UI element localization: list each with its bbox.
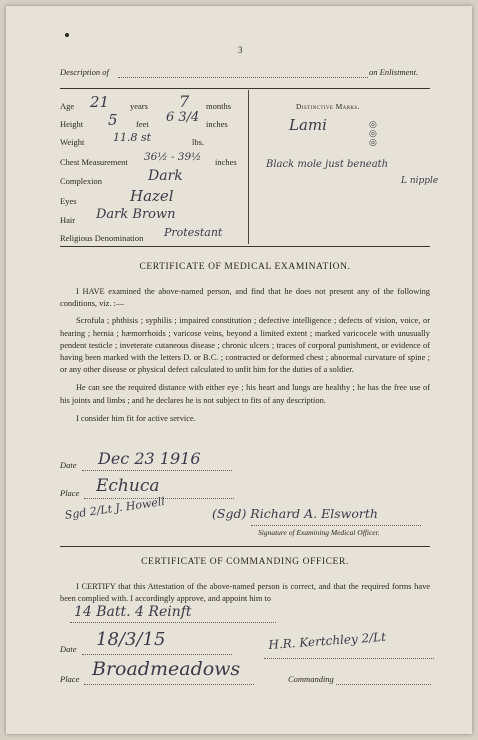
vaccination-marks: ◎ ◎ ◎ xyxy=(369,120,377,148)
medical-signature-caption: Signature of Examining Medical Officer. xyxy=(258,528,380,537)
appointment-line xyxy=(70,622,276,623)
top-rule xyxy=(60,88,430,89)
height-feet-label: feet xyxy=(136,119,149,129)
distinctive-marks-title: Distinctive Marks. xyxy=(296,102,360,111)
medical-date-label: Date xyxy=(60,460,77,470)
commanding-line xyxy=(336,684,431,685)
medical-date-line xyxy=(82,470,232,471)
medical-date-value: Dec 23 1916 xyxy=(98,449,201,468)
chest-label: Chest Measurement xyxy=(60,157,128,167)
description-line xyxy=(118,77,368,78)
medical-place-value: Echuca xyxy=(96,476,160,496)
chest-unit: inches xyxy=(215,157,237,167)
complexion-label: Complexion xyxy=(60,176,103,186)
eyes-value: Hazel xyxy=(130,187,174,205)
box-divider xyxy=(248,90,249,244)
commanding-title: CERTIFICATE OF COMMANDING OFFICER. xyxy=(141,557,349,567)
medical-intro: I HAVE examined the above-named person, and find that he does not present any of the following conditions, viz. :— xyxy=(60,287,430,309)
medical-conditions: Scrofula ; phthisis ; syphilis ; impaired constitution ; defective intelligence ; defects of vision, voice, or hearing ; hernia ; hæmorrhoids ; varicose veins, beyond a limited extent ; marked varicocele with unusually pendent testicle ; inveterate cutaneous disease ; chronic ulcers ; traces of corporal punishment, or evidence of having been marked with the letters D. or B.C. ; contracted or deformed chest ; abnormal curvature of spine ; or any other disease or physical defect calculated to unfit him for the duties of a soldier. xyxy=(60,316,430,375)
commanding-date-value: 18/3/15 xyxy=(96,629,166,650)
weight-value: 11.8 st xyxy=(113,131,152,144)
medical-title: CERTIFICATE OF MEDICAL EXAMINATION. xyxy=(139,262,351,272)
page-number: 3 xyxy=(238,45,243,55)
medical-text xyxy=(60,286,430,425)
medical-signature-line xyxy=(251,525,421,526)
commanding-place-label: Place xyxy=(60,674,80,684)
religion-label: Religious Denomination xyxy=(60,233,144,243)
complexion-value: Dark xyxy=(148,168,183,184)
hair-value: Dark Brown xyxy=(96,207,176,222)
distinctive-marks-line3: L nipple xyxy=(401,176,439,186)
commanding-text: I CERTIFY that this Attestation of the above-named person is correct, and that the required forms have been complied with. I accordingly approve, and appoint him to xyxy=(60,582,430,604)
age-years-value: 21 xyxy=(90,93,110,111)
commanding-signature: H.R. Kertchley 2/Lt xyxy=(268,629,387,652)
commanding-date-label: Date xyxy=(60,644,77,654)
medical-sight: He can see the required distance with either eye ; his heart and lungs are healthy ; he has the free use of his joints and limbs ; and he declares he is not subject to fits of any description. xyxy=(60,383,430,405)
medical-fit: I consider him fit for active service. xyxy=(76,413,196,423)
distinctive-marks-line1: Lami xyxy=(289,116,327,134)
attestation-page xyxy=(6,6,472,734)
commanding-appointment: 14 Batt. 4 Reinft xyxy=(74,604,192,620)
punch-hole xyxy=(65,33,69,37)
medical-officer-signature: (Sgd) Richard A. Elsworth xyxy=(212,506,378,521)
medical-countersign: Sgd 2/Lt J. Howell xyxy=(64,494,166,522)
age-years-label: years xyxy=(130,101,148,111)
weight-unit: lbs. xyxy=(192,137,205,147)
commanding-place-value: Broadmeadows xyxy=(92,658,241,680)
height-inches-value: 6 3/4 xyxy=(166,110,200,125)
eyes-label: Eyes xyxy=(60,196,77,206)
commanding-signature-line xyxy=(264,658,434,659)
chest-value: 36½ - 39½ xyxy=(144,151,202,163)
description-prefix: Description of xyxy=(60,67,109,77)
description-suffix: on Enlistment. xyxy=(369,67,419,77)
weight-label: Weight xyxy=(60,137,85,147)
age-months-value: 7 xyxy=(179,92,190,111)
religion-value: Protestant xyxy=(164,226,223,239)
hair-label: Hair xyxy=(60,215,76,225)
commanding-date-line xyxy=(82,654,232,655)
box-bottom-rule xyxy=(60,246,430,247)
distinctive-marks-line2: Black mole just beneath xyxy=(266,159,389,170)
age-label: Age xyxy=(60,101,75,111)
height-label: Height xyxy=(60,119,84,129)
age-months-label: months xyxy=(206,101,232,111)
height-feet-value: 5 xyxy=(108,111,118,129)
medical-place-label: Place xyxy=(60,488,80,498)
commanding-label: Commanding xyxy=(288,674,334,684)
commanding-place-line xyxy=(84,684,254,685)
mid-rule xyxy=(60,546,430,547)
height-inches-label: inches xyxy=(206,119,228,129)
